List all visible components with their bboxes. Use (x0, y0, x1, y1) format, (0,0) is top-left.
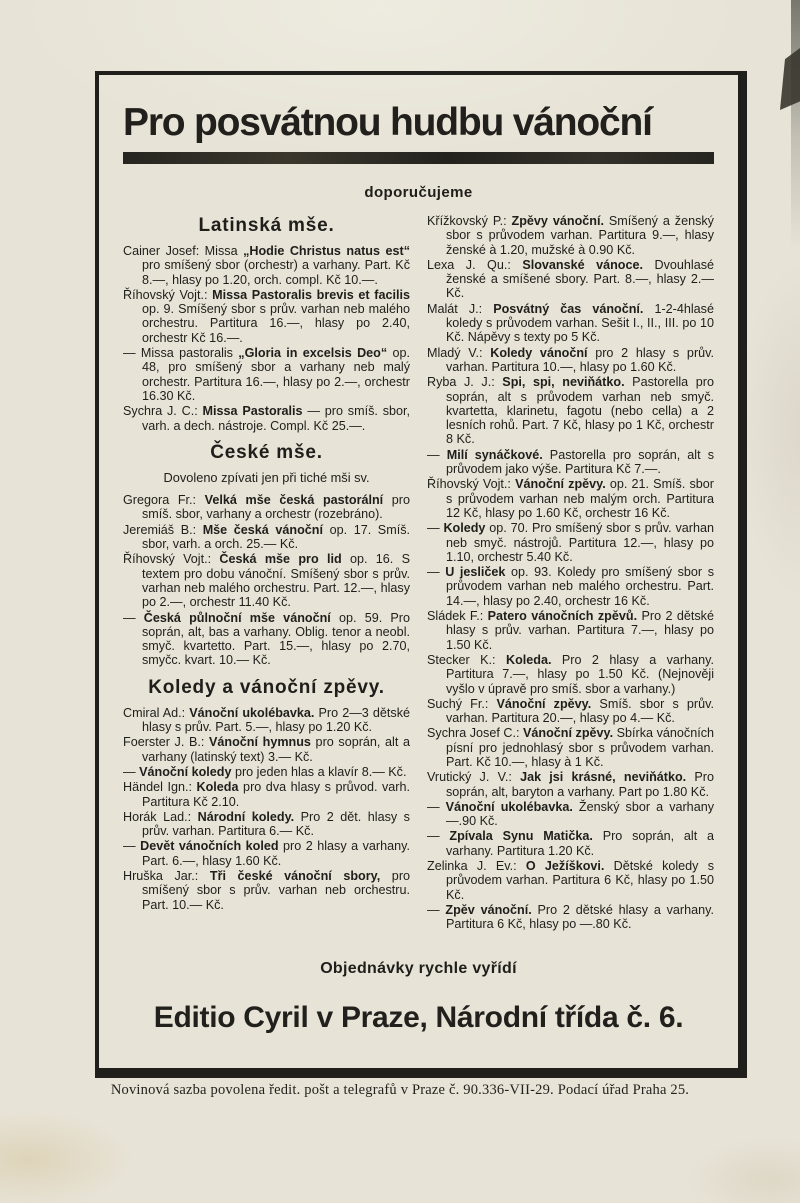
entry-details-text: op. 21. Smíš. sbor s průvodem varhan neb malým orch. Partitura 12 Kč, hlasy po 1.60 Kč, orchestr 16 Kč. (446, 477, 714, 520)
entry-work-title: Spi, spi, neviňátko. (502, 375, 625, 390)
entry-author-text: Hruška Jar.: (123, 868, 210, 883)
entry-details-text: pro smíš. sbor, varhany a orchestr (rozebráno). (142, 493, 411, 522)
entry-work-title: Posvátný čas vánoční. (493, 301, 644, 316)
catalog-entry (427, 829, 714, 858)
entry-work-title: Jak jsi krásné, neviňátko. (520, 770, 687, 785)
entry-details-text: op. 16. S textem pro dobu vánoční. Smíšený sbor s prův. varhan neb malého orchestru. Part. 12.—, hlasy po 2.—, orchestr 11.40 Kč. (142, 552, 410, 610)
entry-author-text: — (427, 521, 444, 536)
catalog-entry (123, 611, 410, 668)
catalog-entry (427, 697, 714, 726)
imprint-line: Novinová sazba povolena ředit. pošt a telegrafů v Praze č. 90.336-VII-29. Podací úřad Praha 25. (110, 1082, 690, 1098)
entry-author-text: Foerster J. B.: (123, 735, 209, 750)
advert-border-frame (95, 71, 747, 1078)
entry-author-text: Stecker K.: (427, 652, 506, 667)
entry-work-title: Zpívala Synu Matička. (449, 829, 593, 844)
catalog-entry (123, 493, 410, 522)
entry-work-title: Koledy (443, 521, 486, 536)
right-column (427, 214, 714, 953)
entry-author-text: — (123, 839, 141, 854)
entry-author-text: Cmiral Ad.: (123, 705, 190, 720)
entry-author-text: Horák Lad.: (123, 809, 198, 824)
entry-author-text: Říhovský Vojt.: (427, 477, 516, 492)
entry-author-text: Mladý V.: (427, 345, 491, 360)
entry-details-text: op. 17. Smíš. sbor, varh. a orch. 25.— Kč. (142, 522, 410, 552)
catalog-entry (123, 288, 410, 345)
entry-work-title: O Ježíškovi. (525, 859, 605, 874)
entry-details-text: pro jeden hlas a klavír 8.— Kč. (231, 764, 407, 779)
entry-author-text: Suchý Fr.: (427, 696, 497, 711)
catalog-entry (427, 565, 714, 608)
entry-work-title: „Hodie Christus natus est“ (243, 244, 410, 258)
entry-author-text: — (427, 902, 446, 917)
entry-author-text: Lexa J. Qu.: (427, 257, 523, 272)
entry-work-title: Koleda. (505, 652, 552, 667)
catalog-columns (123, 214, 714, 953)
entry-author-text: Říhovský Vojt.: (123, 287, 213, 302)
entry-work-title: Koledy vánoční (490, 345, 588, 360)
entry-author-text: Malát J.: (427, 301, 494, 316)
entry-author-text: — (123, 764, 140, 779)
entry-details-text: Pastorella pro soprán, alt s průvodem jako výše. Partitura Kč 7.—. (446, 447, 714, 477)
entry-author-text: — (427, 565, 446, 580)
catalog-entry (123, 839, 410, 868)
catalog-entry (427, 346, 714, 375)
entry-details-text: Dvouhlasé ženské a smíšené sbory. Part. 8.—, hlasy 2.— Kč. (446, 257, 714, 301)
entry-details-text: Pro 2 dětské hlasy a varhany. Partitura 6 Kč, hlasy po —.80 Kč. (446, 902, 714, 932)
entry-author-text: — (123, 610, 144, 625)
entry-details-text: pro 2 hlasy s prův. varhan. Partitura 10.—, hlasy po 1.60 Kč. (446, 345, 714, 374)
entry-work-title: U jesliček (445, 565, 506, 580)
catalog-entry (123, 780, 410, 809)
catalog-entry (123, 346, 410, 403)
entry-work-title: Česká půlnoční mše vánoční (143, 610, 331, 625)
catalog-entry (427, 903, 714, 932)
entry-details-text: pro smíšený sbor (orchestr) a varhany. Part. Kč 8.—, hlasy po 1.20, orch. compl. Kč 10.—. (142, 258, 410, 287)
entry-details-text: pro dva hlasy s průvod. varh. Partitura Kč 2.10. (142, 780, 410, 809)
entry-author-text: — (427, 447, 447, 462)
entry-work-title: Milí synáčkové. (446, 447, 543, 462)
entry-details-text: Pro 2 dětské hlasy s prův. varhan. Partitura 7.—, hlasy po 1.50 Kč. (446, 609, 714, 652)
entry-details-text: Pro soprán, alt, baryton a varhany. Part po 1.80 Kč. (446, 770, 714, 799)
entry-author-text: Jeremiáš B.: (123, 522, 203, 537)
catalog-entry (427, 800, 714, 829)
entry-work-title: Zpěv vánoční. (445, 902, 532, 917)
entry-work-title: Velká mše česká pastorální (204, 493, 384, 508)
entry-details-text: op. 59. Pro soprán, alt, bas a varhany. Oblig. tenor a neobl. smyč. kvartetto. Part. 15.—, hlasy po 2.70, smyčc. kvart. 10.— Kč. (142, 610, 410, 668)
entry-work-title: Vánoční hymnus (209, 735, 311, 750)
entry-details-text: Pastorella pro soprán, alt s průvodem varhan neb smyč. kvartetta, klarinetu, fagotu (nebo cella) a 2 lesních rohů. Part. 7 Kč, hlasy po 1 Kč, orchestr 8 Kč. (446, 375, 714, 447)
entry-details-text: Pro 2 dět. hlasy s prův. varhan. Partitura 6.— Kč. (142, 809, 410, 839)
entry-details-text: Pro 2 hlasy a varhany. Partitura 7.—, hlasy po 1.50 Kč. (Nejnověji vyšlo v úpravě pro smíš. sbor a varhany.) (446, 652, 714, 696)
catalog-entry (427, 521, 714, 564)
entry-details-text: op. 93. Koledy pro smíšený sbor s průvodem varhan neb malého orchestru. Part. 14.—, hlasy po 2.40, orchestr 16 Kč. (446, 565, 714, 608)
catalog-entry (427, 609, 714, 652)
publisher-name: Editio Cyril v Praze, Národní třída č. 6. (153, 1001, 684, 1034)
entry-work-title: Národní koledy. (197, 809, 295, 824)
catalog-entry (427, 214, 714, 257)
entry-details-text: op. 9. Smíšený sbor s prův. varhan neb malého orchestru. Partitura 16.—, hlasy po 2.40, orchestr Kč 16.—. (142, 302, 410, 345)
entry-author-text: Říhovský Vojt.: (123, 552, 220, 567)
entry-author-text: Gregora Fr.: (123, 493, 205, 508)
entry-author-text: Händel Ign.: (123, 780, 197, 795)
entry-author-text: Zelinka J. Ev.: (427, 859, 526, 874)
entry-work-title: Vánoční ukolébavka. (189, 705, 315, 720)
entry-details-text: Smíšený a ženský sbor s průvodem varhan. Partitura 9.—, hlasy ženské à 1.20, mužské à 0.90 Kč. (446, 214, 714, 257)
entry-details-text: Pro 2—3 dětské hlasy s prův. Part. 5.—, hlasy po 1.20 Kč. (142, 705, 410, 735)
entry-details-text: pro soprán, alt a varhany (latinský text) 3.— Kč. (142, 735, 410, 764)
catalog-entry (123, 869, 410, 912)
entry-author-text: Sychra J. C.: (123, 404, 203, 419)
entry-details-text: — pro smíš. sbor, varh. a dech. nástroje. Compl. Kč 25.—. (142, 404, 410, 433)
entry-work-title: Vánoční koledy (139, 764, 232, 779)
entry-author-text: — Missa pastoralis (123, 346, 239, 361)
section-heading: Latinská mše. (198, 215, 335, 236)
entry-details-text: op. 48, pro smíšený sbor a varhany neb malý orchestr. Partitura 16.—, hlasy po 2.—, orchestr 16.30 Kč. (142, 346, 410, 403)
title-underline-rule (123, 152, 714, 164)
entry-details-text: pro smíšený sbor s prův. varhan neb orchestru. Part. 10.— Kč. (142, 868, 411, 912)
entry-author-text: Sládek F.: (427, 609, 488, 624)
entry-details-text: 1-2-4hlasé koledy s průvodem varhan. Sešit I., II., III. po 10 Kč. Nápěvy s texty po 5 Kč. (446, 301, 714, 345)
entry-work-title: Missa Pastoralis brevis et facilis (212, 287, 410, 302)
catalog-entry (123, 765, 410, 779)
entry-details-text: pro 2 hlasy a varhany. Part. 6.—, hlasy 1.60 Kč. (142, 839, 410, 868)
catalog-entry (123, 523, 410, 552)
catalog-entry (427, 477, 714, 520)
entry-work-title: Vánoční zpěvy. (523, 726, 614, 741)
catalog-entry (123, 735, 410, 764)
catalog-entry (427, 302, 714, 345)
entry-work-title: „Gloria in excelsis Deo“ (238, 346, 388, 361)
left-column (123, 214, 410, 953)
entry-details-text: Dětské koledy s průvodem varhan. Partitura 6 Kč, hlasy po 1.50 Kč. (446, 859, 714, 902)
entry-details-text: Ženský sbor a varhany —.90 Kč. (446, 799, 714, 829)
entry-author-text: — (427, 799, 446, 814)
entry-work-title: Vánoční zpěvy. (515, 477, 606, 492)
catalog-entry (427, 859, 714, 902)
catalog-entry (427, 258, 714, 301)
catalog-entry (427, 448, 714, 477)
entry-work-title: Missa Pastoralis (202, 404, 303, 419)
entry-work-title: Koleda (196, 780, 239, 795)
entry-work-title: Mše česká vánoční (202, 522, 323, 537)
order-note: Objednávky rychle vyřídí (320, 960, 517, 977)
entry-details-text: Pro soprán, alt a varhany. Partitura 1.20 Kč. (446, 829, 714, 858)
catalog-entry (123, 244, 410, 287)
section-heading: České mše. (210, 441, 323, 463)
catalog-entry (123, 404, 410, 433)
entry-author-text: Vrutický J. V.: (427, 770, 521, 785)
entry-details-text: Sbírka vánočních písní pro jednohlasý sbor s průvodem varhan. Part. Kč 10.—, hlasy à 1 Kč. (446, 726, 714, 769)
photo-edge-shade (791, 0, 800, 250)
entry-work-title: Vánoční ukolébavka. (445, 799, 573, 814)
entry-work-title: Vánoční zpěvy. (496, 696, 592, 711)
entry-work-title: Slovanské vánoce. (522, 257, 644, 272)
catalog-entry (427, 375, 714, 446)
entry-work-title: Tři české vánoční sbory, (209, 868, 381, 883)
entry-details-text: Smíš. sbor s prův. varhan. Partitura 20.—, hlasy po 4.— Kč. (446, 696, 714, 726)
catalog-entry (123, 552, 410, 609)
entry-author-text: — (427, 829, 450, 844)
entry-author-text: Křížkovský P.: (427, 214, 512, 228)
entry-work-title: Česká mše pro lid (219, 552, 342, 567)
entry-author-text: Sychra Josef C.: (427, 726, 524, 741)
catalog-entry (427, 653, 714, 696)
entry-work-title: Devět vánočních koled (140, 839, 279, 854)
entry-details-text: op. 70. Pro smíšený sbor s prův. varhan neb smyč. nástrojů. Partitura 12.—, hlasy po 1.10, orchestr 5.40 Kč. (446, 521, 714, 564)
catalog-entry (123, 706, 410, 735)
catalog-entry (427, 726, 714, 769)
recommendation-label: doporučujeme (364, 184, 473, 201)
entry-work-title: Patero vánočních zpěvů. (487, 609, 638, 624)
catalog-entry (123, 810, 410, 839)
catalog-entry (427, 770, 714, 799)
entry-work-title: Zpěvy vánoční. (511, 214, 604, 228)
entry-author-text: Cainer Josef: Missa (123, 244, 244, 258)
photo-corner-artifact (780, 48, 800, 110)
page-title: Pro posvátnou hudbu vánoční (123, 101, 652, 144)
section-heading: Koledy a vánoční zpěvy. (148, 676, 385, 698)
entry-author-text: Ryba J. J.: (427, 375, 503, 390)
section-note: Dovoleno zpívati jen při tiché mši sv. (163, 469, 370, 485)
